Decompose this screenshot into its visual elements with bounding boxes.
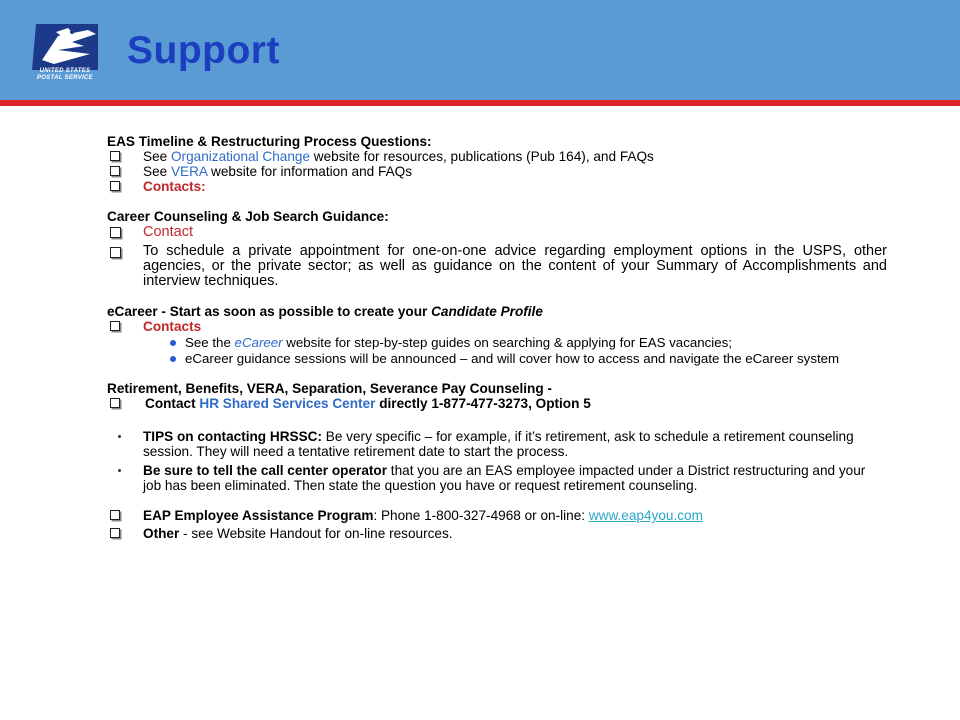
career-item-contact [107, 224, 887, 241]
eap-item: EAP Employee Assistance Program: Phone 1-800-327-4968 or on-line: www.eap4you.com [107, 508, 887, 523]
eas-item-org-change: See Organizational Change website for resources, publications (Pub 164), and FAQs [107, 149, 887, 164]
eap4you-link[interactable]: www.eap4you.com [588, 508, 703, 523]
tip-call-center: Be sure to tell the call center operator that you are an EAS employee impacted under a District restructuring and your job has been eliminated. Then state the question you have or request retirement counseling. [107, 463, 887, 493]
checkbox-bullet-icon [110, 321, 120, 331]
round-bullet-icon [170, 356, 176, 362]
checkbox-bullet-icon [110, 166, 120, 176]
eas-item-contacts [107, 179, 887, 194]
career-heading: Career Counseling & Job Search Guidance: [107, 209, 389, 224]
retirement-heading: Retirement, Benefits, VERA, Separation, Severance Pay Counseling - [107, 381, 552, 396]
small-bullet-icon [118, 469, 121, 472]
ecareer-link[interactable]: eCareer [234, 335, 283, 350]
career-contact-link[interactable]: Contact [143, 224, 193, 240]
tip-hrssc: TIPS on contacting HRSSC: Be very specific – for example, if it’s retirement, ask to schedule a retirement counseling session. They will need a tentative retirement date to start the process. [107, 429, 887, 459]
header-rule [0, 100, 960, 106]
vera-link[interactable]: VERA [170, 164, 208, 179]
org-change-link[interactable]: Organizational Change [170, 149, 311, 164]
small-bullet-icon [118, 435, 121, 438]
header-band [0, 0, 960, 100]
logo-line2: POSTAL SERVICE [37, 75, 93, 81]
ecareer-contacts-link[interactable]: Contacts [143, 319, 202, 334]
ecareer-subitem-guides: See the eCareer website for step-by-step guides on searching & applying for EAS vacancies; [107, 336, 887, 350]
ecareer-heading: eCareer - Start as soon as possible to create your Candidate Profile [107, 304, 543, 319]
checkbox-bullet-icon [110, 151, 120, 161]
logo-wordmark [30, 68, 100, 82]
round-bullet-icon [170, 340, 176, 346]
page-title: Support [127, 29, 280, 72]
hr-shared-services-link[interactable]: HR Shared Services Center [199, 396, 376, 411]
ecareer-item-contacts [107, 319, 887, 334]
support-content [107, 134, 887, 541]
checkbox-bullet-icon [110, 247, 121, 258]
retirement-item-contact: Contact HR Shared Services Center directly 1-877-477-3273, Option 5 [107, 396, 887, 411]
logo-line1: UNITED STATES [39, 68, 91, 74]
other-item: Other - see Website Handout for on-line resources. [107, 526, 887, 541]
checkbox-bullet-icon [110, 398, 120, 408]
checkbox-bullet-icon [110, 528, 120, 538]
career-item-appointment: To schedule a private appointment for one-on-one advice regarding employment options in the USPS, other agencies, or the private sector; as well as guidance on the content of your Summary of Accomplishments and interview techniques. [107, 244, 887, 289]
eas-contacts-link[interactable]: Contacts: [143, 179, 206, 194]
checkbox-bullet-icon [110, 227, 121, 238]
eas-heading: EAS Timeline & Restructuring Process Questions: [107, 134, 432, 149]
checkbox-bullet-icon [110, 181, 120, 191]
checkbox-bullet-icon [110, 510, 120, 520]
eas-item-vera: See VERA website for information and FAQs [107, 164, 887, 179]
ecareer-subitem-sessions: eCareer guidance sessions will be announced – and will cover how to access and navigate the eCareer system [107, 352, 887, 366]
